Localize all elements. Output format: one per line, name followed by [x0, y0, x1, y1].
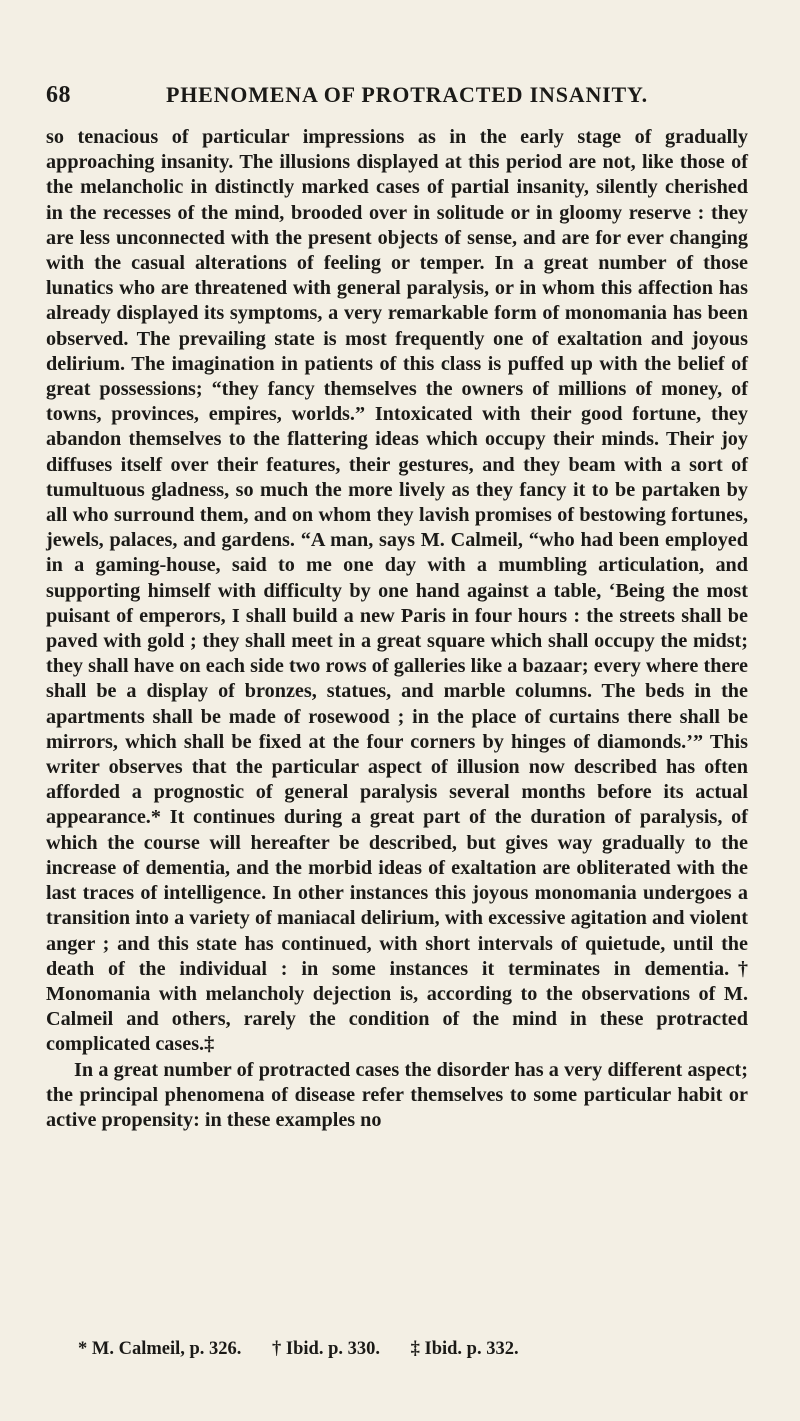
paragraph: so tenacious of particular impressions as in the early stage of gradually approaching insanity. The illusions displayed at this period are not, like those of the melancholic in distinctly marked cases of partial insanity, silently cherished in the recesses of the mind, brooded over in solitude or in gloomy reserve : they are less unconnected with the present objects of sense, and are for ever changing with the casual alterations of feeling or temper. In a great number of those lunatics who are threatened with general paralysis, or in whom this affection has already displayed its symptoms, a very remarkable form of monomania has been observed. The prevailing state is most frequently one of exaltation and joyous delirium. The imagination in patients of this class is puffed up with the belief of great possessions; “they fancy themselves the owners of millions of money, of towns, provinces, empires, worlds.” Intoxicated with their good fortune, they abandon themselves to the flattering ideas which occupy their minds. Their joy diffuses itself over their features, their gestures, and they beam with a sort of tumultuous gladness, so much the more lively as they fancy it to be partaken by all who surround them, and on whom they lavish promises of bestowing fortunes, jewels, palaces, and gardens. “A man, says M. Calmeil, “who had been employed in a gaming-house, said to me one day with a mumbling articulation, and supporting himself with difficulty by one hand against a table, ‘Being the most puisant of emperors, I shall build a new Paris in four hours : the streets shall be paved with gold ; they shall meet in a great square which shall occupy the midst; they shall have on each side two rows of galleries like a bazaar; every where there shall be a display of bronzes, statues, and marble columns. The beds in the apartments shall be made of rosewood ; in the place of curtains there shall be mirrors, which shall be fixed at the four corners by hinges of diamonds.’” This writer observes that the particular aspect of illusion now described has often afforded a prognostic of general paralysis several months before its actual appearance.* It continues during a great part of the duration of paralysis, of which the course will hereafter be described, but gives way gradually to the increase of dementia, and the morbid ideas of exaltation are obliterated with the last traces of intelligence. In other instances this joyous monomania undergoes a transition into a variety of maniacal delirium, with excessive agitation and violent anger ; and this state has continued, with short intervals of quietude, until the death of the individual : in some instances it terminates in dementia.† Monomania with melancholy dejection is, according to the observations of M. Calmeil and others, rarely the condition of the mind in these protracted complicated cases.‡	[46, 126, 748, 1056]
body-text	[46, 125, 748, 1133]
page-header	[46, 82, 746, 112]
footnote: * M. Calmeil, p. 326.	[78, 1339, 242, 1359]
footnote: ‡ Ibid. p. 332.	[410, 1339, 519, 1359]
footnotes	[78, 1339, 728, 1360]
page-number: 68	[46, 82, 71, 108]
running-head: PHENOMENA OF PROTRACTED INSANITY.	[166, 82, 648, 107]
paragraph: In a great number of protracted cases the disorder has a very different aspect; the principal phenomena of disease refer themselves to some particular habit or active propensity: in these examples no	[46, 1058, 748, 1131]
footnote: † Ibid. p. 330.	[272, 1339, 380, 1359]
